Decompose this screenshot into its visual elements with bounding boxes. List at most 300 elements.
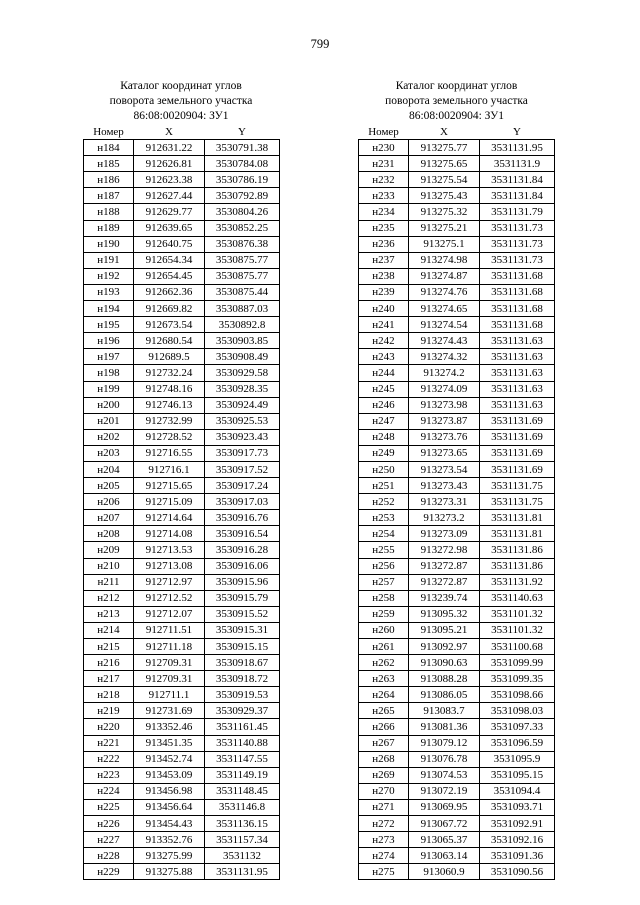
x-coordinate-cell: 912746.13 <box>134 397 205 413</box>
x-coordinate-cell: 912732.99 <box>134 413 205 429</box>
y-coordinate-cell: 3531131.69 <box>480 445 555 461</box>
point-number-cell: н221 <box>84 735 134 751</box>
table-row <box>84 848 280 864</box>
table-row <box>359 590 555 606</box>
point-number-cell: н199 <box>84 381 134 397</box>
table-row <box>84 590 280 606</box>
table-row <box>359 365 555 381</box>
x-coordinate-cell: 913274.2 <box>409 365 480 381</box>
table-row <box>84 832 280 848</box>
y-coordinate-cell: 3531131.9 <box>480 156 555 172</box>
y-coordinate-cell: 3530928.35 <box>205 381 280 397</box>
point-number-cell: н245 <box>359 381 409 397</box>
table-header-row <box>359 124 555 140</box>
x-coordinate-cell: 913272.98 <box>409 542 480 558</box>
x-coordinate-cell: 912711.18 <box>134 639 205 655</box>
point-number-cell: н241 <box>359 317 409 333</box>
point-number-cell: н210 <box>84 558 134 574</box>
point-number-cell: н194 <box>84 301 134 317</box>
x-coordinate-cell: 913452.74 <box>134 751 205 767</box>
y-coordinate-cell: 3530917.52 <box>205 461 280 477</box>
x-coordinate-cell: 913273.43 <box>409 478 480 494</box>
table-row <box>84 429 280 445</box>
table-row <box>359 542 555 558</box>
x-coordinate-cell: 913072.19 <box>409 783 480 799</box>
point-number-cell: н218 <box>84 687 134 703</box>
table-row <box>359 848 555 864</box>
x-coordinate-cell: 913456.64 <box>134 799 205 815</box>
point-number-cell: н230 <box>359 140 409 156</box>
table-row <box>359 188 555 204</box>
point-number-cell: н215 <box>84 639 134 655</box>
table-row <box>84 204 280 220</box>
table-row <box>84 735 280 751</box>
page-number: 799 <box>310 37 330 51</box>
y-coordinate-cell: 3530918.67 <box>205 655 280 671</box>
y-coordinate-cell: 3531131.75 <box>480 494 555 510</box>
point-number-cell: н250 <box>359 461 409 477</box>
point-number-cell: н267 <box>359 735 409 751</box>
x-coordinate-cell: 913273.2 <box>409 510 480 526</box>
x-coordinate-cell: 913076.78 <box>409 751 480 767</box>
point-number-cell: н198 <box>84 365 134 381</box>
y-coordinate-cell: 3530915.31 <box>205 622 280 638</box>
y-coordinate-cell: 3531094.4 <box>480 783 555 799</box>
y-coordinate-cell: 3531131.68 <box>480 268 555 284</box>
catalog-title-line: Каталог координат углов <box>395 80 518 92</box>
table-row <box>84 494 280 510</box>
point-number-cell: н209 <box>84 542 134 558</box>
x-coordinate-cell: 913274.98 <box>409 252 480 268</box>
y-coordinate-cell: 3530916.06 <box>205 558 280 574</box>
x-coordinate-cell: 913274.54 <box>409 317 480 333</box>
table-row <box>359 622 555 638</box>
y-coordinate-cell: 3531131.63 <box>480 349 555 365</box>
x-coordinate-cell: 913090.63 <box>409 655 480 671</box>
x-coordinate-cell: 913274.32 <box>409 349 480 365</box>
x-coordinate-cell: 912709.31 <box>134 655 205 671</box>
y-coordinate-cell: 3531131.79 <box>480 204 555 220</box>
y-coordinate-cell: 3530925.53 <box>205 413 280 429</box>
point-number-cell: н260 <box>359 622 409 638</box>
point-number-cell: н240 <box>359 301 409 317</box>
point-number-cell: н255 <box>359 542 409 558</box>
y-coordinate-cell: 3530908.49 <box>205 349 280 365</box>
y-coordinate-cell: 3531090.56 <box>480 864 555 880</box>
table-row <box>84 751 280 767</box>
x-coordinate-cell: 913456.98 <box>134 783 205 799</box>
point-number-cell: н271 <box>359 799 409 815</box>
table-row <box>84 719 280 735</box>
y-coordinate-cell: 3531131.73 <box>480 252 555 268</box>
point-number-cell: н254 <box>359 526 409 542</box>
x-coordinate-cell: 913273.09 <box>409 526 480 542</box>
table-row <box>84 510 280 526</box>
point-number-cell: н214 <box>84 622 134 638</box>
point-number-cell: н262 <box>359 655 409 671</box>
y-coordinate-cell: 3530923.43 <box>205 429 280 445</box>
x-coordinate-cell: 913274.76 <box>409 284 480 300</box>
x-coordinate-cell: 912715.09 <box>134 494 205 510</box>
table-row <box>84 671 280 687</box>
x-coordinate-cell: 913273.31 <box>409 494 480 510</box>
y-coordinate-cell: 3530918.72 <box>205 671 280 687</box>
table-row <box>84 156 280 172</box>
table-header-row <box>84 124 280 140</box>
x-coordinate-cell: 912731.69 <box>134 703 205 719</box>
y-coordinate-cell: 3530916.76 <box>205 510 280 526</box>
coordinates-table <box>83 124 280 880</box>
table-row <box>84 478 280 494</box>
point-number-cell: н192 <box>84 268 134 284</box>
x-coordinate-cell: 913095.32 <box>409 606 480 622</box>
point-number-cell: н207 <box>84 510 134 526</box>
table-row <box>359 204 555 220</box>
table-row <box>359 526 555 542</box>
point-number-cell: н188 <box>84 204 134 220</box>
table-row <box>84 172 280 188</box>
table-row <box>359 799 555 815</box>
x-coordinate-cell: 913069.95 <box>409 799 480 815</box>
table-row <box>84 397 280 413</box>
point-number-cell: н190 <box>84 236 134 252</box>
point-number-cell: н200 <box>84 397 134 413</box>
table-row <box>84 606 280 622</box>
x-coordinate-cell: 913074.53 <box>409 767 480 783</box>
point-number-cell: н196 <box>84 333 134 349</box>
table-row <box>359 140 555 156</box>
table-row <box>359 655 555 671</box>
point-number-cell: н226 <box>84 816 134 832</box>
table-row <box>84 252 280 268</box>
point-number-cell: н203 <box>84 445 134 461</box>
table-row <box>84 413 280 429</box>
table-row <box>84 333 280 349</box>
y-coordinate-cell: 3531136.15 <box>205 816 280 832</box>
x-coordinate-cell: 913454.43 <box>134 816 205 832</box>
x-coordinate-cell: 912627.44 <box>134 188 205 204</box>
y-coordinate-cell: 3531131.81 <box>480 510 555 526</box>
table-row <box>359 816 555 832</box>
y-coordinate-cell: 3530919.53 <box>205 687 280 703</box>
y-coordinate-cell: 3530804.26 <box>205 204 280 220</box>
column-header-y: Y <box>513 125 521 138</box>
x-coordinate-cell: 913451.35 <box>134 735 205 751</box>
point-number-cell: н246 <box>359 397 409 413</box>
x-coordinate-cell: 913273.54 <box>409 461 480 477</box>
y-coordinate-cell: 3531131.68 <box>480 284 555 300</box>
table-row <box>84 220 280 236</box>
x-coordinate-cell: 913273.87 <box>409 413 480 429</box>
point-number-cell: н211 <box>84 574 134 590</box>
coordinate-catalog-left <box>83 79 279 880</box>
x-coordinate-cell: 912714.64 <box>134 510 205 526</box>
y-coordinate-cell: 3531131.86 <box>480 542 555 558</box>
point-number-cell: н185 <box>84 156 134 172</box>
point-number-cell: н193 <box>84 284 134 300</box>
x-coordinate-cell: 913083.7 <box>409 703 480 719</box>
point-number-cell: н266 <box>359 719 409 735</box>
x-coordinate-cell: 912728.52 <box>134 429 205 445</box>
column-header-number: Номер <box>93 125 124 138</box>
y-coordinate-cell: 3531092.91 <box>480 816 555 832</box>
y-coordinate-cell: 3531131.95 <box>480 140 555 156</box>
y-coordinate-cell: 3530916.28 <box>205 542 280 558</box>
column-header-x: X <box>165 125 173 138</box>
y-coordinate-cell: 3530915.15 <box>205 639 280 655</box>
x-coordinate-cell: 912623.38 <box>134 172 205 188</box>
column-header-number: Номер <box>368 125 399 138</box>
y-coordinate-cell: 3531131.63 <box>480 381 555 397</box>
y-coordinate-cell: 3531131.69 <box>480 413 555 429</box>
table-row <box>84 140 280 156</box>
x-coordinate-cell: 913352.46 <box>134 719 205 735</box>
point-number-cell: н232 <box>359 172 409 188</box>
y-coordinate-cell: 3531131.84 <box>480 172 555 188</box>
table-row <box>84 526 280 542</box>
point-number-cell: н238 <box>359 268 409 284</box>
point-number-cell: н244 <box>359 365 409 381</box>
x-coordinate-cell: 913274.09 <box>409 381 480 397</box>
y-coordinate-cell: 3530792.89 <box>205 188 280 204</box>
x-coordinate-cell: 913275.99 <box>134 848 205 864</box>
point-number-cell: н184 <box>84 140 134 156</box>
point-number-cell: н231 <box>359 156 409 172</box>
x-coordinate-cell: 912711.1 <box>134 687 205 703</box>
point-number-cell: н219 <box>84 703 134 719</box>
point-number-cell: н201 <box>84 413 134 429</box>
catalog-title <box>358 79 555 124</box>
x-coordinate-cell: 912640.75 <box>134 236 205 252</box>
x-coordinate-cell: 913092.97 <box>409 639 480 655</box>
point-number-cell: н273 <box>359 832 409 848</box>
table-row <box>359 172 555 188</box>
table-row <box>84 639 280 655</box>
x-coordinate-cell: 913273.76 <box>409 429 480 445</box>
x-coordinate-cell: 913275.1 <box>409 236 480 252</box>
y-coordinate-cell: 3530929.37 <box>205 703 280 719</box>
x-coordinate-cell: 912732.24 <box>134 365 205 381</box>
point-number-cell: н242 <box>359 333 409 349</box>
table-row <box>84 268 280 284</box>
table-row <box>359 719 555 735</box>
table-row <box>359 268 555 284</box>
x-coordinate-cell: 913275.43 <box>409 188 480 204</box>
table-row <box>84 558 280 574</box>
x-coordinate-cell: 913088.28 <box>409 671 480 687</box>
point-number-cell: н257 <box>359 574 409 590</box>
y-coordinate-cell: 3531131.92 <box>480 574 555 590</box>
x-coordinate-cell: 913275.77 <box>409 140 480 156</box>
point-number-cell: н256 <box>359 558 409 574</box>
y-coordinate-cell: 3530916.54 <box>205 526 280 542</box>
y-coordinate-cell: 3530917.73 <box>205 445 280 461</box>
y-coordinate-cell: 3531157.34 <box>205 832 280 848</box>
y-coordinate-cell: 3531092.16 <box>480 832 555 848</box>
point-number-cell: н212 <box>84 590 134 606</box>
x-coordinate-cell: 912713.08 <box>134 558 205 574</box>
point-number-cell: н272 <box>359 816 409 832</box>
y-coordinate-cell: 3530892.8 <box>205 317 280 333</box>
y-coordinate-cell: 3530917.03 <box>205 494 280 510</box>
x-coordinate-cell: 913079.12 <box>409 735 480 751</box>
x-coordinate-cell: 912715.65 <box>134 478 205 494</box>
table-row <box>84 365 280 381</box>
table-row <box>359 333 555 349</box>
x-coordinate-cell: 912713.53 <box>134 542 205 558</box>
table-row <box>84 799 280 815</box>
x-coordinate-cell: 913081.36 <box>409 719 480 735</box>
y-coordinate-cell: 3531131.69 <box>480 461 555 477</box>
point-number-cell: н213 <box>84 606 134 622</box>
x-coordinate-cell: 912716.55 <box>134 445 205 461</box>
table-row <box>359 767 555 783</box>
y-coordinate-cell: 3531131.73 <box>480 220 555 236</box>
point-number-cell: н269 <box>359 767 409 783</box>
table-row <box>359 317 555 333</box>
y-coordinate-cell: 3531131.63 <box>480 397 555 413</box>
y-coordinate-cell: 3531161.45 <box>205 719 280 735</box>
y-coordinate-cell: 3530791.38 <box>205 140 280 156</box>
table-row <box>84 349 280 365</box>
point-number-cell: н251 <box>359 478 409 494</box>
y-coordinate-cell: 3531148.45 <box>205 783 280 799</box>
x-coordinate-cell: 913273.65 <box>409 445 480 461</box>
x-coordinate-cell: 913275.54 <box>409 172 480 188</box>
y-coordinate-cell: 3530903.85 <box>205 333 280 349</box>
table-row <box>84 381 280 397</box>
point-number-cell: н216 <box>84 655 134 671</box>
point-number-cell: н258 <box>359 590 409 606</box>
table-row <box>84 703 280 719</box>
y-coordinate-cell: 3531149.19 <box>205 767 280 783</box>
table-row <box>84 655 280 671</box>
table-row <box>359 301 555 317</box>
x-coordinate-cell: 913453.09 <box>134 767 205 783</box>
table-row <box>359 606 555 622</box>
y-coordinate-cell: 3531099.99 <box>480 655 555 671</box>
y-coordinate-cell: 3531147.55 <box>205 751 280 767</box>
point-number-cell: н248 <box>359 429 409 445</box>
catalog-title-line: 86:08:0020904: ЗУ1 <box>408 110 505 122</box>
y-coordinate-cell: 3530915.52 <box>205 606 280 622</box>
x-coordinate-cell: 913275.32 <box>409 204 480 220</box>
table-row <box>84 687 280 703</box>
x-coordinate-cell: 913095.21 <box>409 622 480 638</box>
coordinate-catalog-right <box>358 79 555 880</box>
table-row <box>84 317 280 333</box>
x-coordinate-cell: 912716.1 <box>134 461 205 477</box>
y-coordinate-cell: 3531131.75 <box>480 478 555 494</box>
x-coordinate-cell: 912709.31 <box>134 671 205 687</box>
catalog-title-line: поворота земельного участка <box>109 95 253 107</box>
table-row <box>359 220 555 236</box>
y-coordinate-cell: 3531131.63 <box>480 333 555 349</box>
x-coordinate-cell: 912631.22 <box>134 140 205 156</box>
column-header-x: X <box>440 125 448 138</box>
y-coordinate-cell: 3530876.38 <box>205 236 280 252</box>
y-coordinate-cell: 3531093.71 <box>480 799 555 815</box>
table-row <box>359 783 555 799</box>
y-coordinate-cell: 3530915.96 <box>205 574 280 590</box>
y-coordinate-cell: 3531091.36 <box>480 848 555 864</box>
point-number-cell: н191 <box>84 252 134 268</box>
table-row <box>359 494 555 510</box>
point-number-cell: н253 <box>359 510 409 526</box>
point-number-cell: н233 <box>359 188 409 204</box>
table-row <box>84 188 280 204</box>
table-row <box>84 767 280 783</box>
y-coordinate-cell: 3530915.79 <box>205 590 280 606</box>
point-number-cell: н206 <box>84 494 134 510</box>
point-number-cell: н263 <box>359 671 409 687</box>
table-row <box>359 236 555 252</box>
table-row <box>359 703 555 719</box>
y-coordinate-cell: 3531095.15 <box>480 767 555 783</box>
table-row <box>84 301 280 317</box>
x-coordinate-cell: 913086.05 <box>409 687 480 703</box>
x-coordinate-cell: 912712.52 <box>134 590 205 606</box>
x-coordinate-cell: 913274.43 <box>409 333 480 349</box>
column-header-y: Y <box>238 125 246 138</box>
x-coordinate-cell: 912712.97 <box>134 574 205 590</box>
table-row <box>84 622 280 638</box>
y-coordinate-cell: 3531146.8 <box>205 799 280 815</box>
point-number-cell: н202 <box>84 429 134 445</box>
catalog-title-line: Каталог координат углов <box>120 80 242 92</box>
x-coordinate-cell: 913352.76 <box>134 832 205 848</box>
x-coordinate-cell: 913273.98 <box>409 397 480 413</box>
x-coordinate-cell: 912712.07 <box>134 606 205 622</box>
table-row <box>84 542 280 558</box>
x-coordinate-cell: 912673.54 <box>134 317 205 333</box>
y-coordinate-cell: 3530852.25 <box>205 220 280 236</box>
y-coordinate-cell: 3531100.68 <box>480 639 555 655</box>
y-coordinate-cell: 3531131.73 <box>480 236 555 252</box>
table-row <box>359 349 555 365</box>
point-number-cell: н270 <box>359 783 409 799</box>
x-coordinate-cell: 912689.5 <box>134 349 205 365</box>
point-number-cell: н237 <box>359 252 409 268</box>
table-row <box>359 413 555 429</box>
x-coordinate-cell: 913275.88 <box>134 864 205 880</box>
y-coordinate-cell: 3531095.9 <box>480 751 555 767</box>
point-number-cell: н223 <box>84 767 134 783</box>
y-coordinate-cell: 3530786.19 <box>205 172 280 188</box>
y-coordinate-cell: 3530784.08 <box>205 156 280 172</box>
y-coordinate-cell: 3530929.58 <box>205 365 280 381</box>
y-coordinate-cell: 3531099.35 <box>480 671 555 687</box>
point-number-cell: н224 <box>84 783 134 799</box>
point-number-cell: н265 <box>359 703 409 719</box>
x-coordinate-cell: 912748.16 <box>134 381 205 397</box>
point-number-cell: н220 <box>84 719 134 735</box>
x-coordinate-cell: 913067.72 <box>409 816 480 832</box>
table-row <box>359 751 555 767</box>
y-coordinate-cell: 3530875.77 <box>205 268 280 284</box>
x-coordinate-cell: 913060.9 <box>409 864 480 880</box>
x-coordinate-cell: 912654.34 <box>134 252 205 268</box>
table-row <box>84 284 280 300</box>
point-number-cell: н235 <box>359 220 409 236</box>
point-number-cell: н186 <box>84 172 134 188</box>
x-coordinate-cell: 912680.54 <box>134 333 205 349</box>
x-coordinate-cell: 912626.81 <box>134 156 205 172</box>
point-number-cell: н236 <box>359 236 409 252</box>
y-coordinate-cell: 3531140.88 <box>205 735 280 751</box>
y-coordinate-cell: 3531132 <box>205 848 280 864</box>
table-row <box>359 558 555 574</box>
